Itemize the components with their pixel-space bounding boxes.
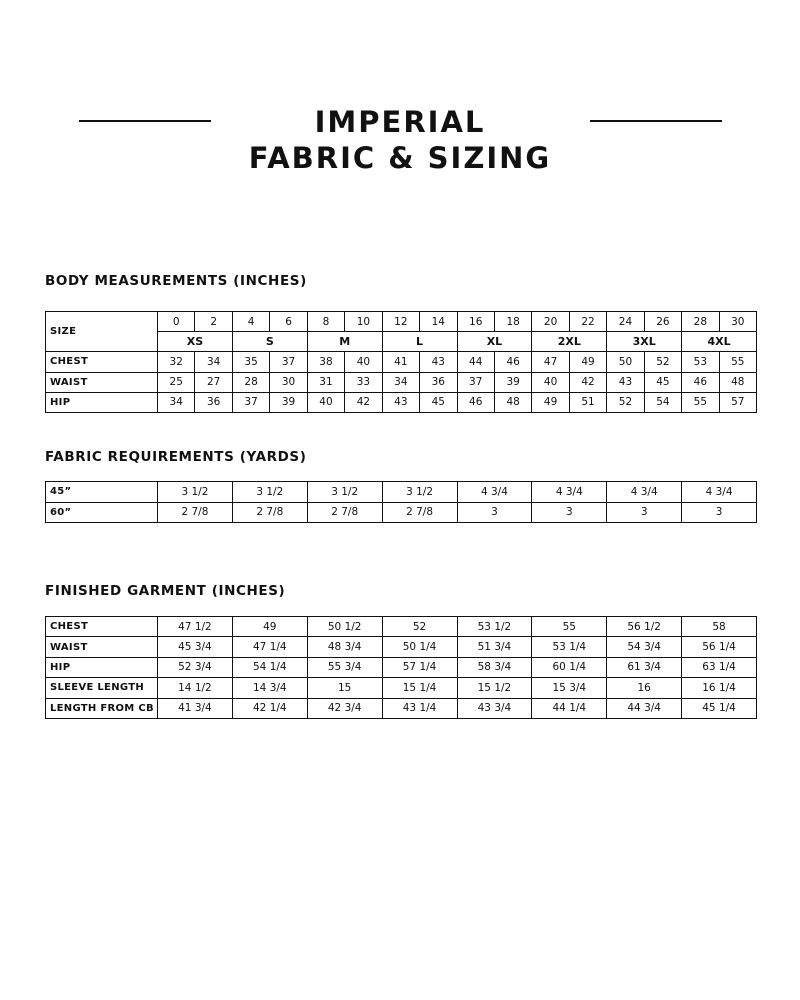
page-title-line2: FABRIC & SIZING [248, 141, 552, 175]
yardage-cell: 4 3/4 [682, 482, 757, 503]
measurement-cell: 27 [195, 372, 232, 392]
yardage-cell: 3 [532, 502, 607, 523]
body-row-chest [46, 352, 757, 372]
measurement-cell: 43 [420, 352, 457, 372]
measurement-cell: 14 1/2 [158, 678, 233, 698]
measurement-cell: 44 3/4 [607, 698, 682, 718]
measurement-cell: 51 [569, 392, 606, 412]
numeric-size-cell: 14 [420, 312, 457, 332]
measurement-cell: 43 3/4 [457, 698, 532, 718]
measurement-cell: 54 1/4 [232, 657, 307, 677]
numeric-size-cell: 26 [644, 312, 681, 332]
fabric-requirements-title: FABRIC REQUIREMENTS (YARDS) [45, 449, 307, 465]
numeric-size-cell: 20 [532, 312, 569, 332]
letter-size-cell: M [307, 332, 382, 352]
measurement-cell: 28 [232, 372, 269, 392]
row-label: WAIST [46, 637, 158, 657]
measurement-cell: 61 3/4 [607, 657, 682, 677]
yardage-cell: 4 3/4 [607, 482, 682, 503]
measurement-cell: 52 [644, 352, 681, 372]
measurement-cell: 34 [195, 352, 232, 372]
measurement-cell: 52 [607, 392, 644, 412]
yardage-cell: 2 7/8 [307, 502, 382, 523]
measurement-cell: 14 3/4 [232, 678, 307, 698]
measurement-cell: 53 [682, 352, 719, 372]
measurement-cell: 16 [607, 678, 682, 698]
measurement-cell: 33 [345, 372, 382, 392]
letter-size-cell: 4XL [682, 332, 757, 352]
measurement-cell: 47 1/4 [232, 637, 307, 657]
yardage-cell: 3 [607, 502, 682, 523]
row-label: WAIST [46, 372, 158, 392]
letter-size-cell: S [232, 332, 307, 352]
measurement-cell: 36 [195, 392, 232, 412]
measurement-cell: 52 [382, 617, 457, 637]
measurement-cell: 49 [569, 352, 606, 372]
measurement-cell: 30 [270, 372, 307, 392]
measurement-cell: 51 3/4 [457, 637, 532, 657]
measurement-cell: 44 1/4 [532, 698, 607, 718]
measurement-cell: 50 1/4 [382, 637, 457, 657]
measurement-cell: 57 [719, 392, 756, 412]
measurement-cell: 15 1/2 [457, 678, 532, 698]
numeric-size-cell: 24 [607, 312, 644, 332]
measurement-cell: 36 [420, 372, 457, 392]
measurement-cell: 49 [532, 392, 569, 412]
measurement-cell: 34 [382, 372, 419, 392]
garment-row-sleeve-length [46, 678, 757, 698]
measurement-cell: 57 1/4 [382, 657, 457, 677]
numeric-size-cell: 6 [270, 312, 307, 332]
numeric-size-cell: 16 [457, 312, 494, 332]
numeric-size-cell: 4 [232, 312, 269, 332]
size-label: SIZE [46, 312, 158, 352]
numeric-size-cell: 30 [719, 312, 756, 332]
garment-row-length-from-cb [46, 698, 757, 718]
yardage-cell: 4 3/4 [532, 482, 607, 503]
measurement-cell: 58 [682, 617, 757, 637]
measurement-cell: 15 3/4 [532, 678, 607, 698]
yardage-cell: 2 7/8 [382, 502, 457, 523]
measurement-cell: 39 [270, 392, 307, 412]
measurement-cell: 37 [270, 352, 307, 372]
measurement-cell: 63 1/4 [682, 657, 757, 677]
measurement-cell: 49 [232, 617, 307, 637]
row-label: HIP [46, 657, 158, 677]
measurement-cell: 48 3/4 [307, 637, 382, 657]
letter-size-cell: L [382, 332, 457, 352]
measurement-cell: 37 [232, 392, 269, 412]
measurement-cell: 58 3/4 [457, 657, 532, 677]
measurement-cell: 53 1/4 [532, 637, 607, 657]
fabric-width-label: 60” [46, 502, 158, 523]
yardage-cell: 2 7/8 [232, 502, 307, 523]
numeric-size-cell: 18 [494, 312, 531, 332]
measurement-cell: 25 [158, 372, 195, 392]
yardage-cell: 3 1/2 [307, 482, 382, 503]
measurement-cell: 54 [644, 392, 681, 412]
fabric-width-label: 45” [46, 482, 158, 503]
measurement-cell: 42 1/4 [232, 698, 307, 718]
measurement-cell: 50 [607, 352, 644, 372]
page-title-line1: IMPERIAL [314, 105, 486, 139]
measurement-cell: 43 [607, 372, 644, 392]
yardage-cell: 2 7/8 [158, 502, 233, 523]
fabric-requirements-table [45, 481, 757, 523]
measurement-cell: 54 3/4 [607, 637, 682, 657]
fabric-row-45 [46, 482, 757, 503]
letter-size-cell: XL [457, 332, 532, 352]
numeric-size-cell: 2 [195, 312, 232, 332]
measurement-cell: 55 [682, 392, 719, 412]
measurement-cell: 55 3/4 [307, 657, 382, 677]
size-numbers-row [46, 312, 757, 332]
measurement-cell: 42 [345, 392, 382, 412]
measurement-cell: 41 [382, 352, 419, 372]
yardage-cell: 3 [682, 502, 757, 523]
measurement-cell: 40 [307, 392, 344, 412]
measurement-cell: 45 1/4 [682, 698, 757, 718]
letter-size-cell: 2XL [532, 332, 607, 352]
yardage-cell: 4 3/4 [457, 482, 532, 503]
measurement-cell: 46 [682, 372, 719, 392]
yardage-cell: 3 [457, 502, 532, 523]
measurement-cell: 45 [644, 372, 681, 392]
measurement-cell: 40 [532, 372, 569, 392]
measurement-cell: 15 1/4 [382, 678, 457, 698]
letter-size-cell: 3XL [607, 332, 682, 352]
numeric-size-cell: 10 [345, 312, 382, 332]
measurement-cell: 40 [345, 352, 382, 372]
measurement-cell: 41 3/4 [158, 698, 233, 718]
body-measurements-title: BODY MEASUREMENTS (INCHES) [45, 273, 307, 289]
yardage-cell: 3 1/2 [382, 482, 457, 503]
garment-row-chest [46, 617, 757, 637]
measurement-cell: 55 [719, 352, 756, 372]
measurement-cell: 16 1/4 [682, 678, 757, 698]
row-label: CHEST [46, 617, 158, 637]
measurement-cell: 44 [457, 352, 494, 372]
yardage-cell: 3 1/2 [232, 482, 307, 503]
garment-row-waist [46, 637, 757, 657]
letter-size-cell: XS [158, 332, 233, 352]
yardage-cell: 3 1/2 [158, 482, 233, 503]
measurement-cell: 42 [569, 372, 606, 392]
measurement-cell: 43 1/4 [382, 698, 457, 718]
row-label: CHEST [46, 352, 158, 372]
fabric-row-60 [46, 502, 757, 523]
measurement-cell: 37 [457, 372, 494, 392]
measurement-cell: 53 1/2 [457, 617, 532, 637]
numeric-size-cell: 12 [382, 312, 419, 332]
body-row-waist [46, 372, 757, 392]
body-row-hip [46, 392, 757, 412]
measurement-cell: 47 1/2 [158, 617, 233, 637]
numeric-size-cell: 22 [569, 312, 606, 332]
row-label: SLEEVE LENGTH [46, 678, 158, 698]
measurement-cell: 46 [494, 352, 531, 372]
measurement-cell: 56 1/4 [682, 637, 757, 657]
measurement-cell: 55 [532, 617, 607, 637]
measurement-cell: 47 [532, 352, 569, 372]
finished-garment-title: FINISHED GARMENT (INCHES) [45, 583, 286, 599]
row-label: HIP [46, 392, 158, 412]
measurement-cell: 45 3/4 [158, 637, 233, 657]
measurement-cell: 46 [457, 392, 494, 412]
measurement-cell: 35 [232, 352, 269, 372]
row-label: LENGTH FROM CB [46, 698, 158, 718]
numeric-size-cell: 0 [158, 312, 195, 332]
garment-row-hip [46, 657, 757, 677]
measurement-cell: 15 [307, 678, 382, 698]
numeric-size-cell: 8 [307, 312, 344, 332]
measurement-cell: 38 [307, 352, 344, 372]
measurement-cell: 32 [158, 352, 195, 372]
measurement-cell: 52 3/4 [158, 657, 233, 677]
measurement-cell: 42 3/4 [307, 698, 382, 718]
measurement-cell: 56 1/2 [607, 617, 682, 637]
measurement-cell: 39 [494, 372, 531, 392]
measurement-cell: 31 [307, 372, 344, 392]
measurement-cell: 45 [420, 392, 457, 412]
measurement-cell: 50 1/2 [307, 617, 382, 637]
measurement-cell: 43 [382, 392, 419, 412]
body-measurements-table [45, 311, 757, 413]
measurement-cell: 48 [494, 392, 531, 412]
measurement-cell: 34 [158, 392, 195, 412]
measurement-cell: 60 1/4 [532, 657, 607, 677]
numeric-size-cell: 28 [682, 312, 719, 332]
finished-garment-table [45, 616, 757, 719]
measurement-cell: 48 [719, 372, 756, 392]
